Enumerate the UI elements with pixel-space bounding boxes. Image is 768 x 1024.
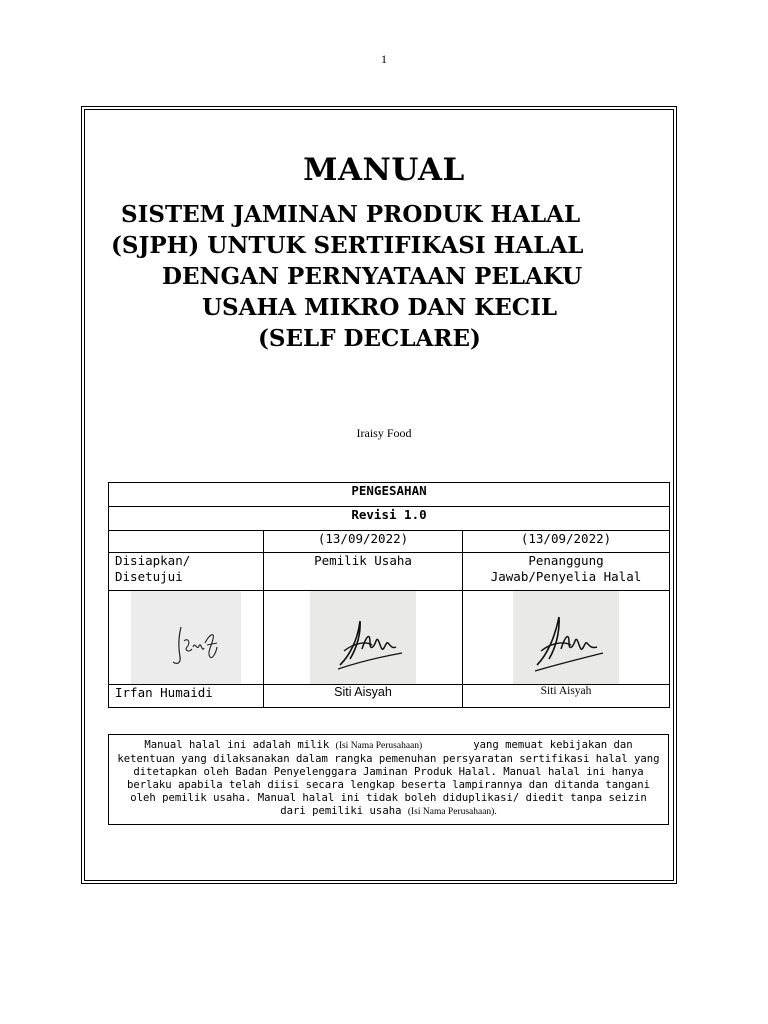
approval-heading-row bbox=[109, 483, 670, 507]
company-name: Iraisy Food bbox=[356, 426, 412, 440]
document-title: MANUAL bbox=[303, 152, 465, 188]
subtitle-line-5: (SELF DECLARE) bbox=[258, 325, 481, 352]
signature-cell-owner bbox=[264, 591, 463, 685]
role-supervisor: Penanggung Jawab/Penyelia Halal bbox=[463, 553, 670, 591]
name-supervisor: Siti Aisyah bbox=[463, 685, 670, 708]
disclaimer-text-1: Manual halal ini adalah milik bbox=[144, 739, 336, 751]
signature-image-owner bbox=[310, 591, 416, 684]
revision-row bbox=[109, 507, 670, 531]
subtitle-line-3: DENGAN PERNYATAAN PELAKU bbox=[162, 263, 583, 290]
approval-heading: PENGESAHAN bbox=[109, 483, 670, 507]
company-placeholder-2: (Isi Nama Perusahaan). bbox=[407, 807, 497, 817]
subtitle-line-4: USAHA MIKRO DAN KECIL bbox=[202, 294, 558, 321]
name-owner: Siti Aisyah bbox=[264, 685, 463, 708]
signature-row bbox=[109, 591, 670, 685]
disclaimer-box bbox=[108, 734, 669, 825]
signature-cell-preparer bbox=[109, 591, 264, 685]
subtitle-line-1: SISTEM JAMINAN PRODUK HALAL bbox=[121, 201, 581, 228]
names-row bbox=[109, 685, 670, 708]
roles-row bbox=[109, 553, 670, 591]
signature-cell-supervisor bbox=[463, 591, 670, 685]
date-owner: (13/09/2022) bbox=[264, 531, 463, 553]
subtitle-line-2: (SJPH) UNTUK SERTIFIKASI HALAL bbox=[111, 232, 584, 259]
date-row bbox=[109, 531, 670, 553]
revision-label: Revisi 1.0 bbox=[109, 507, 670, 531]
role-preparer: Disiapkan/ Disetujui bbox=[109, 553, 264, 591]
document-subtitle bbox=[0, 199, 768, 354]
signature-image-preparer bbox=[131, 591, 241, 684]
page-number: 1 bbox=[381, 52, 387, 66]
date-cell-empty bbox=[109, 531, 264, 553]
company-placeholder-1: (Isi Nama Perusahaan) bbox=[335, 741, 423, 751]
date-supervisor: (13/09/2022) bbox=[463, 531, 670, 553]
signature-image-supervisor bbox=[513, 591, 619, 684]
name-preparer: Irfan Humaidi bbox=[109, 685, 264, 708]
disclaimer-text-2: yang memuat kebijakan dan ketentuan yang dilaksanakan dalam rangka pemenuhan persyaratan sertifikasi halal yang ditetapkan oleh Badan Penyelenggara Jaminan Produk Halal. Manual halal ini hanya berlaku apabila telah diisi secara lengkap beserta lampirannya dan ditanda tangani oleh pemilik usaha. Manual halal ini tidak boleh diduplikasi/ diedit tanpa seizin dari pemiliki usaha bbox=[117, 739, 666, 817]
approval-table bbox=[108, 482, 670, 708]
role-owner: Pemilik Usaha bbox=[264, 553, 463, 591]
